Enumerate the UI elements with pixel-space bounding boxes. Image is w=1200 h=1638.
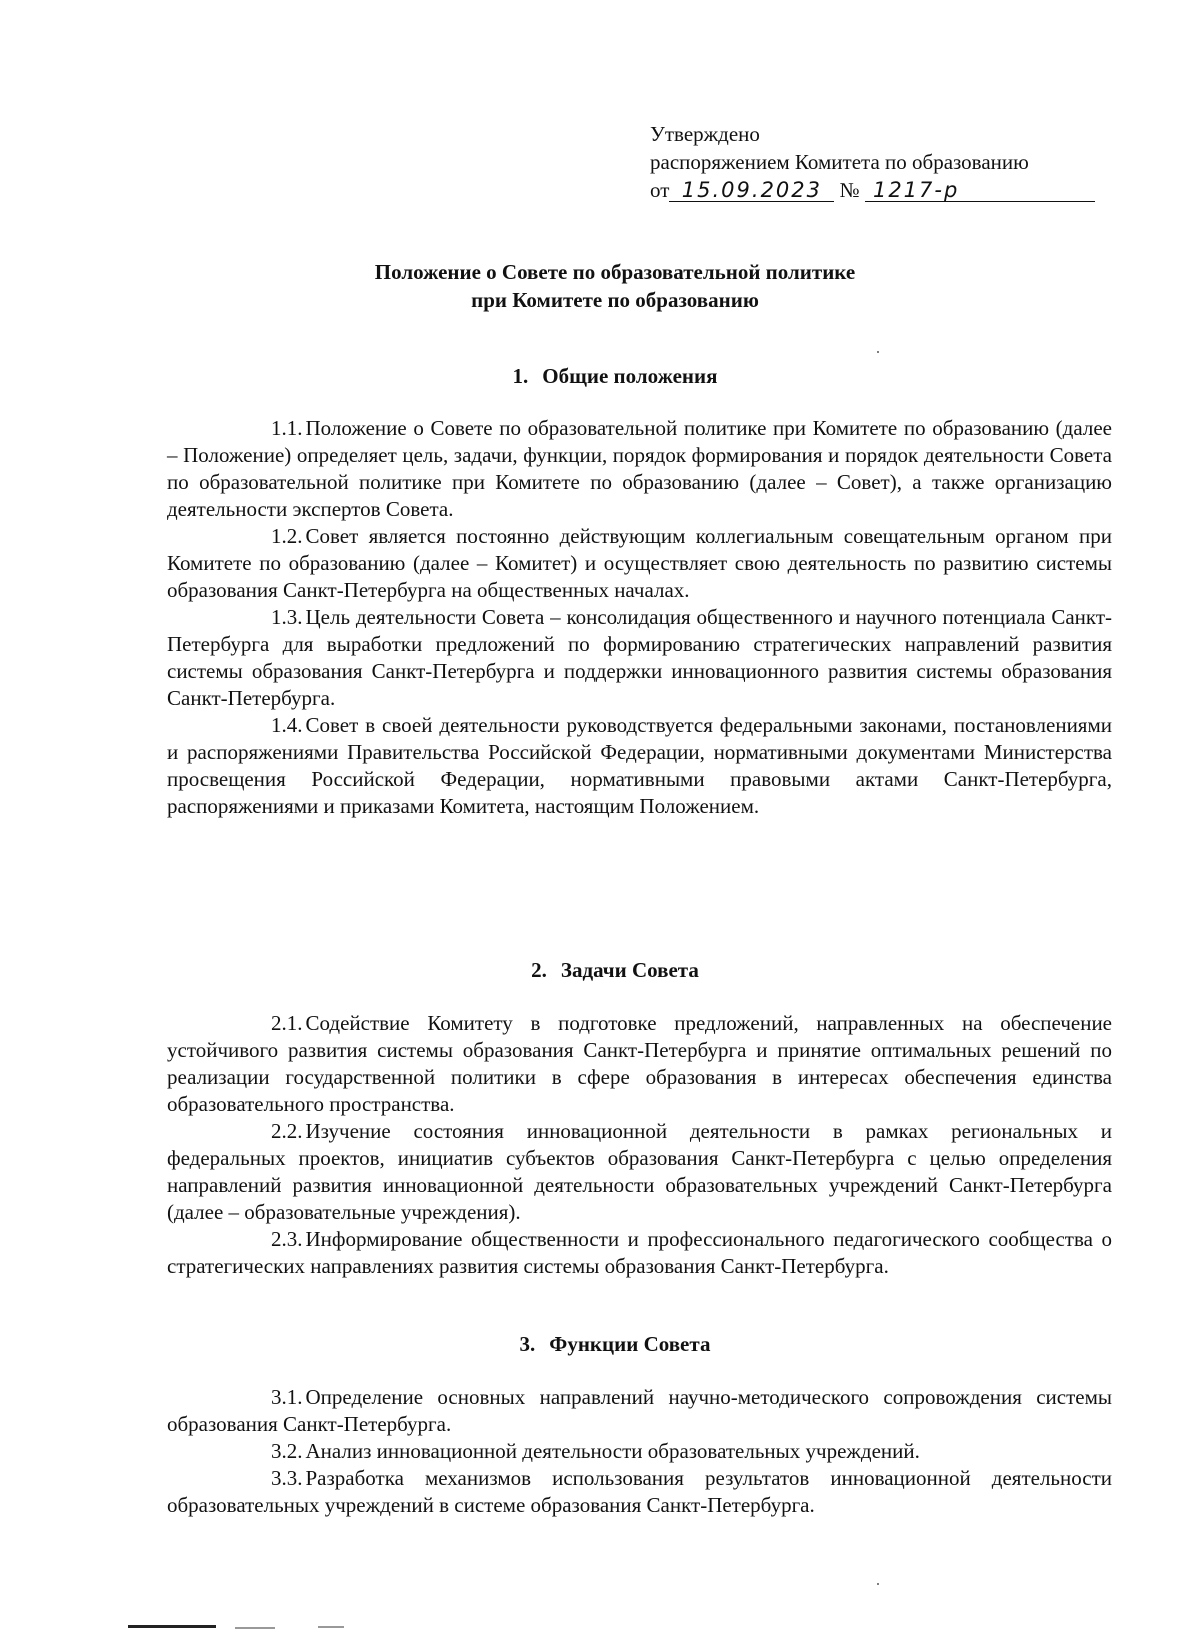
paragraph-number: 1.4.	[271, 713, 303, 737]
footer-smudge	[318, 1626, 344, 1628]
section-body-1	[167, 415, 1112, 820]
paragraph-number: 3.2.	[271, 1439, 303, 1463]
paragraph	[167, 1010, 1112, 1118]
paragraph-number: 1.3.	[271, 605, 303, 629]
title-line-1: Положение о Совете по образовательной политике	[374, 260, 856, 284]
paragraph	[167, 523, 1112, 604]
approval-line-2: распоряжением Комитета по образованию	[650, 150, 1029, 174]
footer-rule	[128, 1625, 216, 1628]
approval-date: 15.09.2023	[669, 179, 834, 202]
paragraph	[167, 1465, 1112, 1519]
section-heading-1	[160, 362, 1070, 390]
paragraph-number: 2.2.	[271, 1119, 303, 1143]
paragraph-text: Определение основных направлений научно-методического сопровождения системы образования Санкт-Петербурга.	[167, 1385, 1112, 1436]
paragraph-text: Цель деятельности Совета – консолидация общественного и научного потенциала Санкт-Петербурга для выработки предложений по формированию стратегических направлений развития системы образования Санкт-Петербурга и поддержки инновационного развития системы образования Санкт-Петербурга.	[167, 605, 1112, 710]
date-prefix: от	[650, 178, 670, 202]
approval-date-line	[650, 176, 1110, 204]
approval-number: 1217-р	[865, 179, 1095, 202]
section-title: Функции Совета	[549, 1332, 711, 1356]
paragraph-number: 2.1.	[271, 1011, 303, 1035]
paragraph-text: Содействие Комитету в подготовке предложений, направленных на обеспечение устойчивого развития системы образования Санкт-Петербурга и принятие оптимальных решений по реализации государственной политики в сфере образования в интересах обеспечения единства образовательного пространства.	[167, 1011, 1112, 1116]
paragraph-text: Совет является постоянно действующим коллегиальным совещательным органом при Комитете по образованию (далее – Комитет) и осуществляет свою деятельность по развитию системы образования Санкт-Петербурга на общественных началах.	[167, 524, 1112, 602]
paragraph-number: 1.2.	[271, 524, 303, 548]
approval-stamp	[650, 120, 1110, 204]
paragraph-text: Положение о Совете по образовательной политике при Комитете по образованию (далее – Положение) определяет цель, задачи, функции, порядок формирования и порядок деятельности Совета по образовательной политике при Комитете по образованию (далее – Совет), а также организацию деятельности экспертов Совета.	[167, 416, 1112, 521]
paragraph	[167, 1438, 1112, 1465]
paragraph-number: 1.1.	[271, 416, 303, 440]
paragraph	[167, 712, 1112, 820]
section-title: Задачи Совета	[560, 958, 699, 982]
footer-smudge	[235, 1627, 275, 1629]
section-heading-2	[160, 956, 1070, 984]
paragraph-number: 3.3.	[271, 1466, 303, 1490]
scan-speck	[877, 351, 879, 353]
title-line-2: при Комитете по образованию	[471, 288, 759, 312]
section-body-3	[167, 1384, 1112, 1519]
paragraph-text: Информирование общественности и профессионального педагогического сообщества о стратегических направлениях развития системы образования Санкт-Петербурга.	[167, 1227, 1112, 1278]
section-body-2	[167, 1010, 1112, 1280]
paragraph-text: Разработка механизмов использования результатов инновационной деятельности образовательных учреждений в системе образования Санкт-Петербурга.	[167, 1466, 1112, 1517]
paragraph-number: 2.3.	[271, 1227, 303, 1251]
section-number: 2.	[531, 958, 547, 982]
paragraph	[167, 1226, 1112, 1280]
paragraph	[167, 604, 1112, 712]
number-prefix: №	[839, 178, 860, 202]
section-number: 3.	[519, 1332, 536, 1356]
section-title: Общие положения	[542, 364, 718, 388]
document-title	[160, 258, 1070, 314]
approval-line-1: Утверждено	[650, 122, 760, 146]
section-heading-3	[160, 1330, 1070, 1358]
paragraph-number: 3.1.	[271, 1385, 303, 1409]
section-number: 1.	[512, 364, 529, 388]
paragraph-text: Совет в своей деятельности руководствуется федеральными законами, постановлениями и распоряжениями Правительства Российской Федерации, нормативными документами Министерства просвещения Российской Федерации, нормативными правовыми актами Санкт-Петербурга, распоряжениями и приказами Комитета, настоящим Положением.	[167, 713, 1112, 818]
paragraph	[167, 415, 1112, 523]
paragraph	[167, 1118, 1112, 1226]
scan-speck	[877, 1583, 879, 1585]
paragraph-text: Анализ инновационной деятельности образовательных учреждений.	[305, 1439, 920, 1463]
paragraph-text: Изучение состояния инновационной деятельности в рамках региональных и федеральных проектов, инициатив субъектов образования Санкт-Петербурга с целью определения направлений развития инновационной деятельности образовательных учреждений Санкт-Петербурга (далее – образовательные учреждения).	[167, 1119, 1112, 1224]
paragraph	[167, 1384, 1112, 1438]
